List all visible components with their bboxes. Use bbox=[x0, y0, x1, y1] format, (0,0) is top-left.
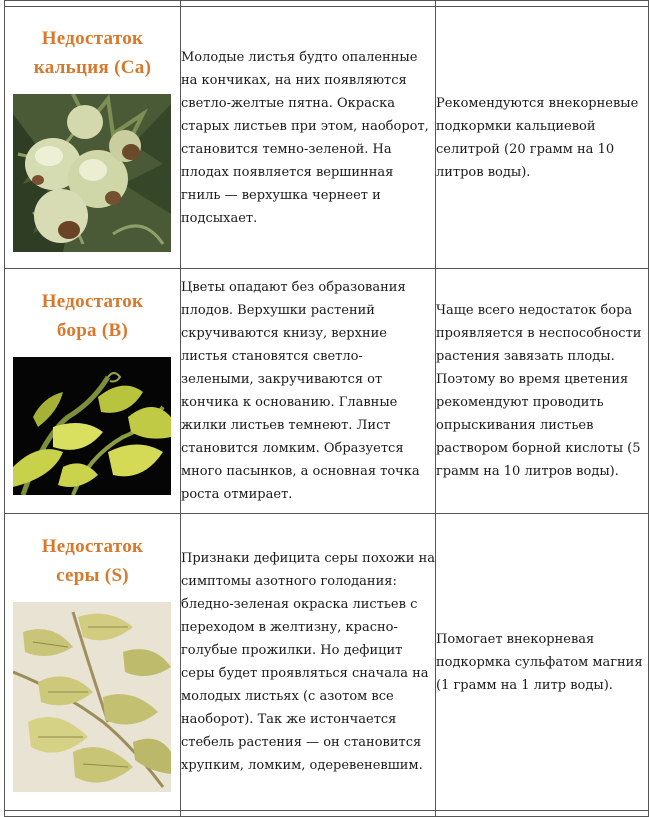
sulfur-leaves-photo bbox=[13, 602, 171, 792]
symptoms-cell: Признаки дефицита серы похожи на симптомы азотного голодания: бледно-зеленая окраска листьев с переходом в желтизну, красно-голубые прожилки. Но дефицит серы будет проявляться сначала на молодых листьях (с азотом все наоборот). Так же истончается стебель растения — он становится хрупким, ломким, одеревеневшим. bbox=[181, 514, 436, 811]
deficiency-title: Недостаток кальция (Ca) bbox=[33, 27, 152, 78]
symptoms-cell: Молодые листья будто опаленные на кончиках, на них появляются светло-желтые пятна. Окраска старых листьев при этом, наоборот, становится темно-зеленой. На плодах появляется вершинная гниль — верхушка чернеет и подсыхает. bbox=[181, 7, 436, 269]
recommendation-cell: Чаще всего недостаток бора проявляется в неспособности растения завязать плоды. Поэтому во время цветения рекомендуют проводить опрыскивания листьев раствором борной кислоты (5 грамм на 10 литров воды). bbox=[436, 269, 649, 514]
recommendation-cell: Рекомендуются внекорневые подкормки кальциевой селитрой (20 грамм на 10 литров воды). bbox=[436, 7, 649, 269]
table-row-bottom bbox=[5, 811, 649, 817]
deficiency-table bbox=[4, 0, 649, 817]
table-row bbox=[5, 7, 649, 269]
recommendation-cell: Помогает внекорневая подкормка сульфатом магния (1 грамм на 1 литр воды). bbox=[436, 514, 649, 811]
deficiency-title: Недостаток серы (S) bbox=[41, 536, 144, 586]
deficiency-name-cell bbox=[5, 7, 181, 269]
deficiency-title: Недостаток бора (B) bbox=[41, 291, 144, 341]
symptoms-cell: Цветы опадают без образования плодов. Верхушки растений скручиваются книзу, верхние листья становятся светло-зелеными, закручиваются от кончика к основанию. Главные жилки листьев темнеют. Лист становится ломким. Образуется много пасынков, а основная точка роста отмирает. bbox=[181, 269, 436, 514]
table-row bbox=[5, 514, 649, 811]
tomatoes-photo bbox=[13, 94, 171, 252]
table-row bbox=[5, 269, 649, 514]
deficiency-name-cell bbox=[5, 269, 181, 514]
boron-leaves-photo bbox=[13, 357, 171, 495]
deficiency-name-cell bbox=[5, 514, 181, 811]
